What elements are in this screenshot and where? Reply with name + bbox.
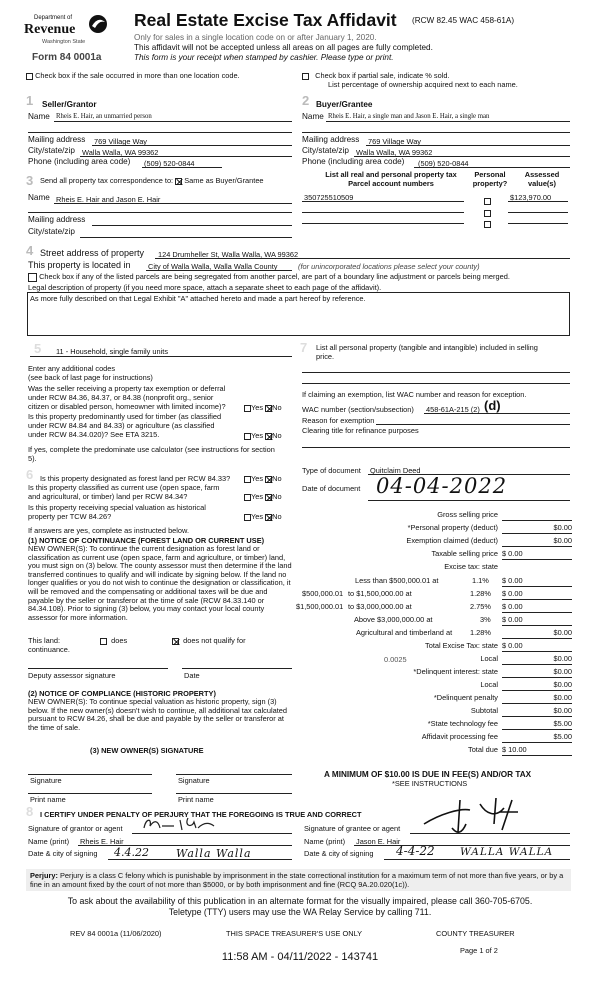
form-citation: (RCW 82.45 WAC 458-61A) bbox=[412, 16, 515, 25]
tier4-label: Above $3,000,000.00 at bbox=[354, 615, 433, 624]
grantor-city-handwritten: Walla Walla bbox=[176, 847, 252, 860]
fee-exemption: Exemption claimed (deduct) $0.00 bbox=[406, 536, 572, 545]
land-does-not-option[interactable]: does not qualify for bbox=[172, 636, 246, 645]
tier2-from: $500,000.01 bbox=[302, 589, 344, 598]
alt-format-line-2: Teletype (TTY) users may use the WA Relay Service by calling 711. bbox=[168, 907, 432, 917]
exempt-question: Was the seller receiving a property tax exemption or deferral under RCW 84.36, 84.37, or 84.38 (nonprofit org., senior citizen or disabled person, homeowner with limited income)? bbox=[28, 384, 226, 411]
tier3-to: to $3,000,000.00 at bbox=[348, 602, 412, 611]
seller-name[interactable]: Rheis E. Hair, an unmarried person bbox=[56, 113, 152, 120]
buyer-name-label: Name bbox=[302, 112, 324, 121]
buyer-mailing[interactable]: 769 Village Way bbox=[368, 137, 421, 146]
form-id: Form 84 0001a bbox=[32, 52, 102, 63]
predominate-use-note: If yes, complete the predominate use calculator (see instructions for section 5). bbox=[28, 445, 275, 463]
new-owner-print-2: Print name bbox=[178, 795, 214, 804]
parcel-col-header: List all real and personal property tax Parcel account numbers bbox=[325, 170, 457, 188]
tier4-rate: 3% bbox=[480, 615, 491, 624]
notice-continuance-title: (1) NOTICE OF CONTINUANCE (FOREST LAND OR CURRENT USE) bbox=[28, 536, 265, 545]
grantor-date-label: Date & city of signing bbox=[28, 849, 98, 858]
forest-yes-checkbox[interactable] bbox=[244, 476, 251, 483]
buyer-phone[interactable]: (509) 520-0844 bbox=[418, 159, 469, 168]
land-does-option[interactable]: does bbox=[100, 636, 127, 645]
this-land-label: This land: continuance. bbox=[28, 636, 70, 654]
land-use-code[interactable]: 11 - Household, single family units bbox=[56, 347, 169, 356]
notice-compliance-body: NEW OWNER(S): To continue special valuation as historic property, sign (3) below. If the new owner(s) doesn't wish to continue, all additional tax calculated pursuant to RCW 84.26, shall be due and payable by the seller or transferor at the time of sale. bbox=[28, 697, 288, 732]
reason-label: Reason for exemption bbox=[302, 416, 375, 425]
additional-codes-1: Enter any additional codes bbox=[28, 364, 116, 373]
segregated-checkbox[interactable] bbox=[28, 273, 37, 282]
partial-ownership-note: List percentage of ownership acquired next to each name. bbox=[328, 80, 518, 89]
grantee-signature bbox=[400, 794, 570, 838]
land-does-checkbox[interactable] bbox=[100, 638, 107, 645]
fee-delinquent-local: Local $0.00 bbox=[480, 680, 572, 689]
certify-heading: I CERTIFY UNDER PENALTY OF PERJURY THAT THE FOREGOING IS TRUE AND CORRECT bbox=[40, 810, 362, 819]
section-number-1: 1 bbox=[26, 93, 34, 108]
section-number-6: 6 bbox=[26, 467, 34, 482]
fee-delinquent-state: *Delinquent interest: state $0.00 bbox=[413, 667, 572, 676]
seller-mailing-label: Mailing address bbox=[28, 135, 86, 144]
logo-top-text: Department of bbox=[34, 15, 73, 21]
grantee-sig-label: Signature of grantee or agent bbox=[304, 824, 401, 833]
grantee-name-label: Name (print) bbox=[304, 837, 346, 846]
doc-date-handwritten: 04-04-2022 bbox=[376, 474, 508, 498]
timber-yes-no[interactable]: Yes No bbox=[244, 431, 282, 440]
logo-name: Revenue bbox=[24, 22, 76, 37]
perjury-text: Perjury: Perjury is a class C felony which is punishable by imprisonment in the state correctional institution for a maximum term of not more than five years, or by a fine in an amount fixed by the court of not more than $5000, or by both imprisonment and fine (RCQ 9A.20.020(1c)). bbox=[30, 871, 564, 889]
current-use-question: Is this property classified as current use (open space, farm and agricultural, or timber) land per RCW 84.34? bbox=[28, 483, 220, 501]
seller-phone-label: Phone (including area code) bbox=[28, 157, 131, 166]
local-rate: 0.0025 bbox=[384, 655, 407, 664]
doc-type[interactable]: Quitclaim Deed bbox=[370, 466, 421, 475]
special-no-checkbox[interactable] bbox=[265, 514, 272, 521]
section-number-2: 2 bbox=[302, 93, 310, 108]
buyer-city-label: City/state/zip bbox=[302, 146, 349, 155]
fee-subtotal: Subtotal $0.00 bbox=[470, 706, 572, 715]
fee-excise-state: Excise tax: state bbox=[444, 562, 498, 571]
forest-question: Is this property designated as forest land per RCW 84.33? bbox=[40, 474, 231, 483]
tier1-rate: 1.1% bbox=[472, 576, 489, 585]
located-value[interactable]: City of Walla Walla, Walla Walla County bbox=[148, 262, 278, 271]
new-owner-signature-1: Signature bbox=[30, 776, 62, 785]
tier1-label: Less than $500,000.01 at bbox=[355, 576, 439, 585]
buyer-heading: Buyer/Grantee bbox=[316, 100, 373, 109]
additional-codes-2: (see back of last page for instructions) bbox=[28, 373, 153, 382]
buyer-phone-label: Phone (including area code) bbox=[302, 157, 405, 166]
legal-label: Legal description of property (if you need more space, attach a separate sheet to each page of the affidavit). bbox=[28, 283, 382, 292]
seller-city-label: City/state/zip bbox=[28, 146, 75, 155]
correspondence-row: Send all property tax correspondence to: Same as Buyer/Grantee bbox=[40, 176, 264, 185]
deputy-date-label: Date bbox=[184, 671, 200, 680]
tier2-to: to $1,500,000.00 at bbox=[348, 589, 412, 598]
county-treasurer: COUNTY TREASURER bbox=[436, 929, 515, 938]
treasurer-use-only: THIS SPACE TREASURER'S USE ONLY bbox=[226, 929, 363, 938]
wac-handwritten: (d) bbox=[484, 398, 501, 413]
special-valuation-yes-no[interactable]: Yes No bbox=[244, 512, 282, 521]
tier3-from: $1,500,000.01 bbox=[296, 602, 344, 611]
new-owner-print-1: Print name bbox=[30, 795, 66, 804]
located-label: This property is located in bbox=[28, 260, 131, 270]
multi-location-checkbox[interactable] bbox=[26, 73, 33, 80]
fee-penalty: *Delinquent penalty $0.00 bbox=[433, 693, 572, 702]
ag-label: Agricultural and timberland at bbox=[356, 628, 453, 637]
current-use-no-checkbox[interactable] bbox=[265, 494, 272, 501]
grantee-city-handwritten: WALLA WALLA bbox=[460, 846, 554, 858]
new-owner-signature-2: Signature bbox=[178, 776, 210, 785]
section-number-5: 5 bbox=[34, 341, 42, 356]
correspondence-name[interactable]: Rheis E. Hair and Jason E. Hair bbox=[56, 195, 161, 204]
tier1-value[interactable]: $ 0.00 bbox=[502, 576, 572, 587]
seller-phone[interactable]: (509) 520-0844 bbox=[144, 159, 195, 168]
special-yes-checkbox[interactable] bbox=[244, 514, 251, 521]
fee-taxable: Taxable selling price $ 0.00 bbox=[330, 549, 572, 560]
forest-yes-no[interactable]: Yes No bbox=[244, 474, 282, 483]
personal-checkbox-3[interactable] bbox=[484, 216, 491, 234]
buyer-mailing-label: Mailing address bbox=[302, 135, 360, 144]
current-use-yes-no[interactable]: Yes No bbox=[244, 492, 282, 501]
doc-type-label: Type of document bbox=[302, 466, 361, 475]
correspondence-name-label: Name bbox=[28, 193, 50, 202]
forest-no-checkbox[interactable] bbox=[265, 476, 272, 483]
grantor-sig-label: Signature of grantor or agent bbox=[28, 824, 123, 833]
grantee-date-label: Date & city of signing bbox=[304, 849, 374, 858]
alt-format-line-1: To ask about the availability of this publication in an alternate format for the visually impaired, please call 360-705-6705. bbox=[67, 896, 533, 906]
grantee-date-handwritten: 4-4-22 bbox=[396, 844, 435, 858]
section-number-4: 4 bbox=[26, 243, 34, 258]
grantor-name-label: Name (print) bbox=[28, 837, 70, 846]
legal-description-box[interactable] bbox=[27, 292, 570, 336]
wac-number[interactable]: 458-61A-215 (2) bbox=[426, 405, 480, 414]
doc-date-label: Date of document bbox=[302, 484, 361, 493]
form-title: Real Estate Excise Tax Affidavit bbox=[134, 10, 397, 30]
current-use-yes-checkbox[interactable] bbox=[244, 494, 251, 501]
ag-rate: 1.28% bbox=[470, 628, 491, 637]
exempt-no-checkbox[interactable] bbox=[265, 405, 272, 412]
exemption-claim-label: If claiming an exemption, list WAC number and reason for exception. bbox=[302, 390, 527, 399]
cashier-stamp: 11:58 AM - 04/11/2022 - 143741 bbox=[221, 951, 379, 963]
grantor-date-handwritten: 4.4.22 bbox=[114, 846, 149, 859]
fee-local: Local $0.00 bbox=[480, 654, 572, 663]
correspondence-mailing-label: Mailing address bbox=[28, 215, 86, 224]
if-yes-instruction: If answers are yes, complete as instructed below. bbox=[28, 526, 190, 535]
fee-gross: Gross selling price bbox=[330, 510, 572, 521]
buyer-name[interactable]: Rheis E. Hair, a single man and Jason E. Hair, a single man bbox=[328, 113, 490, 120]
tier2-value[interactable]: $ 0.00 bbox=[502, 589, 572, 600]
street-address[interactable]: 124 Drumheller St, Walla Walla, WA 99362 bbox=[158, 250, 299, 259]
fee-total-state: Total Excise Tax: state $ 0.00 bbox=[330, 641, 572, 652]
fee-total-due: Total due $ 10.00 bbox=[330, 745, 572, 756]
timber-question: Is this property predominantly used for timber (as classified under RCW 84.84 and 84.33) or agriculture (as classified under RCW 84.34.020)? See ETA 3215. bbox=[28, 412, 222, 439]
legal-description[interactable]: As more fully described on that Legal Exhibit "A" attached hereto and made a part hereof by reference. bbox=[30, 294, 366, 303]
grantee-name[interactable]: Jason E. Hair bbox=[356, 837, 401, 846]
personal-property-text: List all personal property (tangible and intangible) included in selling price. bbox=[316, 343, 538, 361]
street-label: Street address of property bbox=[40, 248, 145, 258]
see-instructions-note: *SEE INSTRUCTIONS bbox=[392, 779, 468, 788]
notice-continuance-body: NEW OWNER(S): To continue the current designation as forest land or classification as current use (open space, farm and agriculture, or timber) land, you must sign on (3) below. The county assessor must then determine if the land transferred continues to qualify and will indicate by signing below. If the land no longer qualifies or you do not wish to continue the designation or classification, it will be removed and the compensating or additional taxes will be due and payable by the seller or transferor at the time of sale (RCW 84.33.140 or 84.34.108). Prior to signing (3) below, you may contact your local county assessor for more information. bbox=[28, 544, 292, 622]
exempt-yes-checkbox[interactable] bbox=[244, 405, 251, 412]
logo-swoosh-icon bbox=[88, 14, 108, 34]
tier3-rate: 2.75% bbox=[470, 602, 491, 611]
section-number-7: 7 bbox=[300, 340, 308, 355]
header-line-3: This form is your receipt when stamped by cashier. Please type or print. bbox=[134, 53, 394, 62]
tier2-rate: 1.28% bbox=[470, 589, 491, 598]
minimum-due-note: A MINIMUM OF $10.00 IS DUE IN FEE(S) AND/OR TAX bbox=[324, 770, 532, 779]
fee-processing: Affidavit processing fee $5.00 bbox=[421, 732, 572, 741]
header-line-1: Only for sales in a single location code on or after January 1, 2020. bbox=[134, 33, 377, 42]
seller-heading: Seller/Grantor bbox=[42, 100, 97, 109]
grantor-signature bbox=[140, 814, 230, 834]
segregated-check[interactable]: Check box if any of the listed parcels are being segregated from another parcel, are part of a boundary line adjustment or parcels being merged. bbox=[28, 272, 510, 282]
land-does-not-checkbox[interactable] bbox=[172, 638, 179, 645]
exempt-yes-no[interactable]: Yes No bbox=[244, 403, 282, 412]
section-number-8: 8 bbox=[26, 804, 34, 819]
fee-technology: *State technology fee $5.00 bbox=[427, 719, 572, 728]
located-note: (for unincorporated locations please select your county) bbox=[298, 262, 480, 271]
personal-col-header: Personal property? bbox=[472, 170, 508, 188]
buyer-city[interactable]: Walla Walla, WA 99362 bbox=[356, 148, 433, 157]
ag-value[interactable]: $0.00 bbox=[502, 628, 572, 639]
seller-name-label: Name bbox=[28, 112, 50, 121]
wac-label: WAC number (section/subsection) bbox=[302, 405, 414, 414]
seller-city[interactable]: Walla Walla, WA 99362 bbox=[82, 148, 159, 157]
timber-yes-checkbox[interactable] bbox=[244, 433, 251, 440]
special-valuation-question: Is this property receiving special valuation as historical property per TCW 84.26? bbox=[28, 503, 206, 521]
rev-number: REV 84 0001a (11/06/2020) bbox=[70, 929, 162, 938]
multi-location-check[interactable]: Check box if the sale occurred in more than one location code. bbox=[26, 71, 240, 80]
deputy-signature-label: Deputy assessor signature bbox=[28, 671, 116, 680]
partial-sale-check[interactable]: Check box if partial sale, indicate % sold. bbox=[302, 71, 450, 80]
parcel-number[interactable]: 350725510509 bbox=[304, 193, 354, 202]
logo-sub-text: Washington State bbox=[42, 39, 86, 45]
new-owner-signature-title: (3) NEW OWNER(S) SIGNATURE bbox=[90, 746, 204, 755]
tier4-value[interactable]: $ 0.00 bbox=[502, 615, 572, 626]
fee-personal: *Personal property (deduct) $0.00 bbox=[407, 523, 572, 532]
correspondence-city-label: City/state/zip bbox=[28, 227, 75, 236]
partial-sale-checkbox[interactable] bbox=[302, 73, 309, 80]
same-as-buyer-checkbox[interactable] bbox=[175, 178, 182, 185]
revenue-logo bbox=[18, 10, 114, 58]
assessed-col-header: Assessed value(s) bbox=[524, 170, 560, 188]
seller-mailing[interactable]: 769 Village Way bbox=[94, 137, 147, 146]
page-number: Page 1 of 2 bbox=[460, 946, 498, 955]
assessed-value[interactable]: $123,970.00 bbox=[510, 193, 552, 202]
notice-compliance-title: (2) NOTICE OF COMPLIANCE (HISTORIC PROPERTY) bbox=[28, 689, 216, 698]
grantor-name[interactable]: Rheis E. Hair bbox=[80, 837, 124, 846]
timber-no-checkbox[interactable] bbox=[265, 433, 272, 440]
header-line-2: This affidavit will not be accepted unless all areas on all pages are fully completed. bbox=[134, 43, 433, 52]
tier3-value[interactable]: $ 0.00 bbox=[502, 602, 572, 613]
reason-value[interactable]: Clearing title for refinance purposes bbox=[302, 426, 419, 435]
section-number-3: 3 bbox=[26, 173, 34, 188]
